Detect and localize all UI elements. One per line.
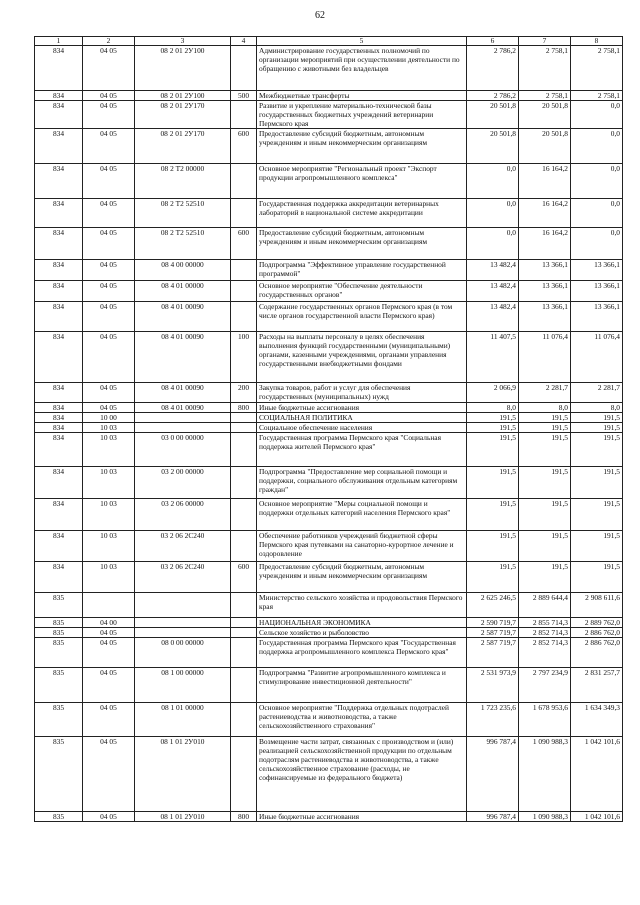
- table-row: [35, 403, 623, 413]
- amount-cell-col7: 2 852 714,3: [519, 628, 571, 638]
- expense-type-cell: [231, 531, 257, 562]
- target-article-cell: 08 0 00 00000: [135, 638, 231, 668]
- amount-cell-col7: 2 855 714,3: [519, 618, 571, 628]
- table-row: [35, 737, 623, 812]
- amount-cell-col6: 13 482,4: [467, 302, 519, 332]
- ministry-code-cell: 834: [35, 281, 83, 302]
- ministry-code-cell: 835: [35, 628, 83, 638]
- expense-type-cell: [231, 260, 257, 281]
- description-cell: Возмещение части затрат, связанных с производством и (или) реализацией сельскохозяйственной продукции по отдельным подотраслям растениеводства и животноводства, а также сельскохозяйственное страхование (расходы, не софинансируемые из федерального бюджета): [257, 737, 467, 812]
- amount-cell-col8: 191,5: [571, 562, 623, 593]
- amount-cell-col8: 191,5: [571, 413, 623, 423]
- amount-cell-col8: 191,5: [571, 433, 623, 467]
- table-row: [35, 332, 623, 383]
- section-code-cell: 04 05: [83, 260, 135, 281]
- description-cell: Основное мероприятие "Обеспечение деятельности государственных органов": [257, 281, 467, 302]
- ministry-code-cell: 834: [35, 562, 83, 593]
- ministry-code-cell: 834: [35, 423, 83, 433]
- amount-cell-col6: 996 787,4: [467, 737, 519, 812]
- table-row: [35, 638, 623, 668]
- table-row: [35, 593, 623, 618]
- amount-cell-col8: 191,5: [571, 499, 623, 531]
- amount-cell-col6: 20 501,8: [467, 101, 519, 129]
- amount-cell-col8: 0,0: [571, 101, 623, 129]
- amount-cell-col7: 16 164,2: [519, 199, 571, 228]
- section-code-cell: 04 05: [83, 332, 135, 383]
- ministry-code-cell: 834: [35, 467, 83, 499]
- ministry-code-cell: 835: [35, 668, 83, 703]
- target-article-cell: 08 4 01 00090: [135, 383, 231, 403]
- table-row: [35, 499, 623, 531]
- amount-cell-col7: 2 889 644,4: [519, 593, 571, 618]
- section-code-cell: 04 05: [83, 91, 135, 101]
- target-article-cell: 08 2 Т2 00000: [135, 164, 231, 199]
- ministry-code-cell: 834: [35, 499, 83, 531]
- amount-cell-col7: 20 501,8: [519, 101, 571, 129]
- table-row: [35, 164, 623, 199]
- amount-cell-col6: 0,0: [467, 228, 519, 260]
- expense-type-cell: [231, 467, 257, 499]
- section-code-cell: 10 00: [83, 413, 135, 423]
- table-row: [35, 467, 623, 499]
- ministry-code-cell: 835: [35, 703, 83, 737]
- amount-cell-col8: 2 281,7: [571, 383, 623, 403]
- ministry-code-cell: 834: [35, 403, 83, 413]
- amount-cell-col7: 191,5: [519, 562, 571, 593]
- target-article-cell: [135, 423, 231, 433]
- ministry-code-cell: 835: [35, 737, 83, 812]
- table-row: [35, 628, 623, 638]
- table-row: [35, 228, 623, 260]
- amount-cell-col7: 13 366,1: [519, 260, 571, 281]
- section-code-cell: [83, 593, 135, 618]
- description-cell: Межбюджетные трансферты: [257, 91, 467, 101]
- table-row: [35, 281, 623, 302]
- description-cell: Социальное обеспечение населения: [257, 423, 467, 433]
- expense-type-cell: 600: [231, 228, 257, 260]
- column-header: 8: [571, 37, 623, 46]
- table-row: [35, 703, 623, 737]
- ministry-code-cell: 834: [35, 332, 83, 383]
- ministry-code-cell: 834: [35, 383, 83, 403]
- target-article-cell: 08 2 Т2 52510: [135, 199, 231, 228]
- table-row: [35, 260, 623, 281]
- target-article-cell: 03 2 06 2С240: [135, 562, 231, 593]
- amount-cell-col7: 2 281,7: [519, 383, 571, 403]
- expense-type-cell: [231, 737, 257, 812]
- description-cell: Основное мероприятие "Меры социальной помощи и поддержки отдельных категорий населения Пермского края": [257, 499, 467, 531]
- amount-cell-col8: 0,0: [571, 129, 623, 164]
- amount-cell-col7: 191,5: [519, 499, 571, 531]
- description-cell: Расходы на выплаты персоналу в целях обеспечения выполнения функций государственными (муниципальными) органами, казенными учреждениями, органами управления государственными внебюджетными фондами: [257, 332, 467, 383]
- expense-type-cell: 800: [231, 403, 257, 413]
- section-code-cell: 10 03: [83, 562, 135, 593]
- target-article-cell: 08 1 00 00000: [135, 668, 231, 703]
- column-number-row: [35, 37, 623, 46]
- amount-cell-col6: 13 482,4: [467, 281, 519, 302]
- expense-type-cell: [231, 628, 257, 638]
- amount-cell-col8: 13 366,1: [571, 281, 623, 302]
- description-cell: Содержание государственных органов Пермского края (в том числе органов государственной власти Пермского края): [257, 302, 467, 332]
- section-code-cell: 04 05: [83, 383, 135, 403]
- table-row: [35, 46, 623, 91]
- amount-cell-col7: 8,0: [519, 403, 571, 413]
- amount-cell-col7: 11 076,4: [519, 332, 571, 383]
- amount-cell-col8: 13 366,1: [571, 260, 623, 281]
- section-code-cell: 04 00: [83, 618, 135, 628]
- ministry-code-cell: 834: [35, 228, 83, 260]
- amount-cell-col6: 20 501,8: [467, 129, 519, 164]
- expense-type-cell: 100: [231, 332, 257, 383]
- table-row: [35, 129, 623, 164]
- expense-type-cell: [231, 618, 257, 628]
- page-number: 62: [315, 10, 325, 21]
- section-code-cell: 04 05: [83, 281, 135, 302]
- ministry-code-cell: 834: [35, 260, 83, 281]
- section-code-cell: 10 03: [83, 433, 135, 467]
- ministry-code-cell: 834: [35, 91, 83, 101]
- amount-cell-col7: 191,5: [519, 531, 571, 562]
- column-header: 5: [257, 37, 467, 46]
- description-cell: Администрирование государственных полномочий по организации мероприятий при осуществлении деятельности по обращению с животными без владельцев: [257, 46, 467, 91]
- section-code-cell: 04 05: [83, 403, 135, 413]
- amount-cell-col7: 20 501,8: [519, 129, 571, 164]
- section-code-cell: 04 05: [83, 703, 135, 737]
- table-row: [35, 423, 623, 433]
- target-article-cell: 03 2 00 00000: [135, 467, 231, 499]
- ministry-code-cell: 834: [35, 199, 83, 228]
- description-cell: Предоставление субсидий бюджетным, автономным учреждениям и иным некоммерческим организациям: [257, 228, 467, 260]
- expense-type-cell: [231, 499, 257, 531]
- amount-cell-col8: 2 886 762,0: [571, 628, 623, 638]
- amount-cell-col6: 1 723 235,6: [467, 703, 519, 737]
- amount-cell-col6: 0,0: [467, 164, 519, 199]
- amount-cell-col7: 16 164,2: [519, 228, 571, 260]
- amount-cell-col8: 2 886 762,0: [571, 638, 623, 668]
- ministry-code-cell: 834: [35, 413, 83, 423]
- column-header: 4: [231, 37, 257, 46]
- table-row: [35, 433, 623, 467]
- amount-cell-col6: 191,5: [467, 499, 519, 531]
- amount-cell-col8: 13 366,1: [571, 302, 623, 332]
- target-article-cell: 08 4 01 00090: [135, 302, 231, 332]
- target-article-cell: 08 2 01 2У100: [135, 91, 231, 101]
- amount-cell-col8: 0,0: [571, 164, 623, 199]
- ministry-code-cell: 834: [35, 164, 83, 199]
- description-cell: Подпрограмма "Развитие агропромышленного комплекса и стимулирование инвестиционной деятельности": [257, 668, 467, 703]
- budget-table: [34, 36, 623, 822]
- amount-cell-col6: 191,5: [467, 467, 519, 499]
- target-article-cell: [135, 628, 231, 638]
- amount-cell-col7: 16 164,2: [519, 164, 571, 199]
- amount-cell-col8: 2 758,1: [571, 46, 623, 91]
- section-code-cell: 10 03: [83, 467, 135, 499]
- ministry-code-cell: 834: [35, 101, 83, 129]
- description-cell: Основное мероприятие "Региональный проект "Экспорт продукции агропромышленного комплекса": [257, 164, 467, 199]
- description-cell: Обеспечение работников учреждений бюджетной сферы Пермского края путевками на санаторно-курортное лечение и оздоровление: [257, 531, 467, 562]
- target-article-cell: 08 2 Т2 52510: [135, 228, 231, 260]
- section-code-cell: 04 05: [83, 129, 135, 164]
- section-code-cell: 04 05: [83, 164, 135, 199]
- amount-cell-col7: 2 758,1: [519, 91, 571, 101]
- amount-cell-col8: 0,0: [571, 199, 623, 228]
- expense-type-cell: [231, 413, 257, 423]
- amount-cell-col7: 2 852 714,3: [519, 638, 571, 668]
- expense-type-cell: [231, 433, 257, 467]
- amount-cell-col6: 2 590 719,7: [467, 618, 519, 628]
- amount-cell-col7: 1 678 953,6: [519, 703, 571, 737]
- section-code-cell: 04 05: [83, 812, 135, 822]
- amount-cell-col6: 996 787,4: [467, 812, 519, 822]
- section-code-cell: 10 03: [83, 499, 135, 531]
- table-row: [35, 383, 623, 403]
- amount-cell-col6: 13 482,4: [467, 260, 519, 281]
- ministry-code-cell: 835: [35, 638, 83, 668]
- section-code-cell: 04 05: [83, 228, 135, 260]
- amount-cell-col8: 191,5: [571, 423, 623, 433]
- ministry-code-cell: 834: [35, 46, 83, 91]
- expense-type-cell: [231, 593, 257, 618]
- target-article-cell: 03 2 06 2С240: [135, 531, 231, 562]
- ministry-code-cell: 835: [35, 593, 83, 618]
- target-article-cell: 08 2 01 2У100: [135, 46, 231, 91]
- amount-cell-col6: 191,5: [467, 531, 519, 562]
- amount-cell-col8: 2 889 762,0: [571, 618, 623, 628]
- amount-cell-col7: 191,5: [519, 433, 571, 467]
- amount-cell-col6: 11 407,5: [467, 332, 519, 383]
- expense-type-cell: [231, 302, 257, 332]
- table-body: [35, 46, 623, 822]
- description-cell: Основное мероприятие "Поддержка отдельных подотраслей растениеводства и животноводства, а также сельскохозяйственного страхования": [257, 703, 467, 737]
- amount-cell-col7: 191,5: [519, 413, 571, 423]
- ministry-code-cell: 834: [35, 531, 83, 562]
- amount-cell-col8: 8,0: [571, 403, 623, 413]
- amount-cell-col7: 191,5: [519, 423, 571, 433]
- expense-type-cell: 200: [231, 383, 257, 403]
- description-cell: Государственная программа Пермского края "Государственная поддержка агропромышленного комплекса Пермского края": [257, 638, 467, 668]
- table-row: [35, 668, 623, 703]
- table-row: [35, 101, 623, 129]
- amount-cell-col8: 2 758,1: [571, 91, 623, 101]
- description-cell: НАЦИОНАЛЬНАЯ ЭКОНОМИКА: [257, 618, 467, 628]
- expense-type-cell: 600: [231, 562, 257, 593]
- amount-cell-col6: 2 625 246,5: [467, 593, 519, 618]
- section-code-cell: 04 05: [83, 638, 135, 668]
- amount-cell-col8: 2 831 257,7: [571, 668, 623, 703]
- description-cell: Подпрограмма "Эффективное управление государственной программой": [257, 260, 467, 281]
- amount-cell-col7: 2 797 234,9: [519, 668, 571, 703]
- section-code-cell: 04 05: [83, 668, 135, 703]
- amount-cell-col8: 11 076,4: [571, 332, 623, 383]
- ministry-code-cell: 834: [35, 129, 83, 164]
- description-cell: Сельское хозяйство и рыболовство: [257, 628, 467, 638]
- section-code-cell: 04 05: [83, 302, 135, 332]
- amount-cell-col6: 2 587 719,7: [467, 628, 519, 638]
- section-code-cell: 10 03: [83, 423, 135, 433]
- table-row: [35, 199, 623, 228]
- amount-cell-col7: 191,5: [519, 467, 571, 499]
- description-cell: Закупка товаров, работ и услуг для обеспечения государственных (муниципальных) нужд: [257, 383, 467, 403]
- description-cell: Развитие и укрепление материально-технической базы государственных бюджетных учреждений ветеринарии Пермского края: [257, 101, 467, 129]
- target-article-cell: 08 2 01 2У170: [135, 129, 231, 164]
- description-cell: Предоставление субсидий бюджетным, автономным учреждениям и иным некоммерческим организациям: [257, 562, 467, 593]
- amount-cell-col8: 1 042 101,6: [571, 737, 623, 812]
- target-article-cell: [135, 618, 231, 628]
- expense-type-cell: [231, 638, 257, 668]
- target-article-cell: [135, 413, 231, 423]
- table-row: [35, 812, 623, 822]
- expense-type-cell: 800: [231, 812, 257, 822]
- target-article-cell: 08 1 01 2У010: [135, 812, 231, 822]
- amount-cell-col6: 2 587 719,7: [467, 638, 519, 668]
- ministry-code-cell: 834: [35, 433, 83, 467]
- amount-cell-col8: 2 908 611,6: [571, 593, 623, 618]
- expense-type-cell: [231, 199, 257, 228]
- section-code-cell: 04 05: [83, 628, 135, 638]
- table-row: [35, 618, 623, 628]
- amount-cell-col6: 191,5: [467, 562, 519, 593]
- expense-type-cell: [231, 164, 257, 199]
- description-cell: Государственная программа Пермского края "Социальная поддержка жителей Пермского края": [257, 433, 467, 467]
- description-cell: Иные бюджетные ассигнования: [257, 812, 467, 822]
- column-header: 7: [519, 37, 571, 46]
- amount-cell-col8: 191,5: [571, 531, 623, 562]
- ministry-code-cell: 835: [35, 618, 83, 628]
- amount-cell-col6: 0,0: [467, 199, 519, 228]
- table-row: [35, 562, 623, 593]
- description-cell: Министерство сельского хозяйства и продовольствия Пермского края: [257, 593, 467, 618]
- column-header: 1: [35, 37, 83, 46]
- description-cell: Государственная поддержка аккредитации ветеринарных лабораторий в национальной системе аккредитации: [257, 199, 467, 228]
- description-cell: Предоставление субсидий бюджетным, автономным учреждениям и иным некоммерческим организациям: [257, 129, 467, 164]
- description-cell: СОЦИАЛЬНАЯ ПОЛИТИКА: [257, 413, 467, 423]
- amount-cell-col6: 191,5: [467, 433, 519, 467]
- expense-type-cell: 600: [231, 129, 257, 164]
- section-code-cell: 04 05: [83, 101, 135, 129]
- column-header: 3: [135, 37, 231, 46]
- section-code-cell: 10 03: [83, 531, 135, 562]
- target-article-cell: [135, 593, 231, 618]
- expense-type-cell: [231, 423, 257, 433]
- target-article-cell: 08 4 01 00000: [135, 281, 231, 302]
- ministry-code-cell: 835: [35, 812, 83, 822]
- target-article-cell: 08 4 01 00090: [135, 332, 231, 383]
- table-row: [35, 91, 623, 101]
- section-code-cell: 04 05: [83, 737, 135, 812]
- amount-cell-col7: 13 366,1: [519, 302, 571, 332]
- column-header: 6: [467, 37, 519, 46]
- amount-cell-col6: 191,5: [467, 423, 519, 433]
- table-row: [35, 302, 623, 332]
- target-article-cell: 03 2 06 00000: [135, 499, 231, 531]
- expense-type-cell: [231, 668, 257, 703]
- description-cell: Подпрограмма "Предоставление мер социальной помощи и поддержки, социального обслуживания отдельным категориям граждан": [257, 467, 467, 499]
- amount-cell-col7: 2 758,1: [519, 46, 571, 91]
- expense-type-cell: [231, 101, 257, 129]
- table-row: [35, 531, 623, 562]
- amount-cell-col8: 0,0: [571, 228, 623, 260]
- amount-cell-col6: 2 531 973,9: [467, 668, 519, 703]
- amount-cell-col7: 1 090 988,3: [519, 737, 571, 812]
- expense-type-cell: [231, 46, 257, 91]
- amount-cell-col7: 13 366,1: [519, 281, 571, 302]
- amount-cell-col7: 1 090 988,3: [519, 812, 571, 822]
- amount-cell-col8: 1 042 101,6: [571, 812, 623, 822]
- amount-cell-col6: 8,0: [467, 403, 519, 413]
- section-code-cell: 04 05: [83, 46, 135, 91]
- target-article-cell: 08 4 01 00090: [135, 403, 231, 413]
- target-article-cell: 08 4 00 00000: [135, 260, 231, 281]
- amount-cell-col6: 2 786,2: [467, 91, 519, 101]
- description-cell: Иные бюджетные ассигнования: [257, 403, 467, 413]
- expense-type-cell: [231, 281, 257, 302]
- amount-cell-col6: 2 786,2: [467, 46, 519, 91]
- amount-cell-col8: 191,5: [571, 467, 623, 499]
- amount-cell-col6: 2 066,9: [467, 383, 519, 403]
- column-header: 2: [83, 37, 135, 46]
- section-code-cell: 04 05: [83, 199, 135, 228]
- amount-cell-col6: 191,5: [467, 413, 519, 423]
- target-article-cell: 03 0 00 00000: [135, 433, 231, 467]
- expense-type-cell: 500: [231, 91, 257, 101]
- target-article-cell: 08 2 01 2У170: [135, 101, 231, 129]
- target-article-cell: 08 1 01 00000: [135, 703, 231, 737]
- table-row: [35, 413, 623, 423]
- target-article-cell: 08 1 01 2У010: [135, 737, 231, 812]
- ministry-code-cell: 834: [35, 302, 83, 332]
- amount-cell-col8: 1 634 349,3: [571, 703, 623, 737]
- expense-type-cell: [231, 703, 257, 737]
